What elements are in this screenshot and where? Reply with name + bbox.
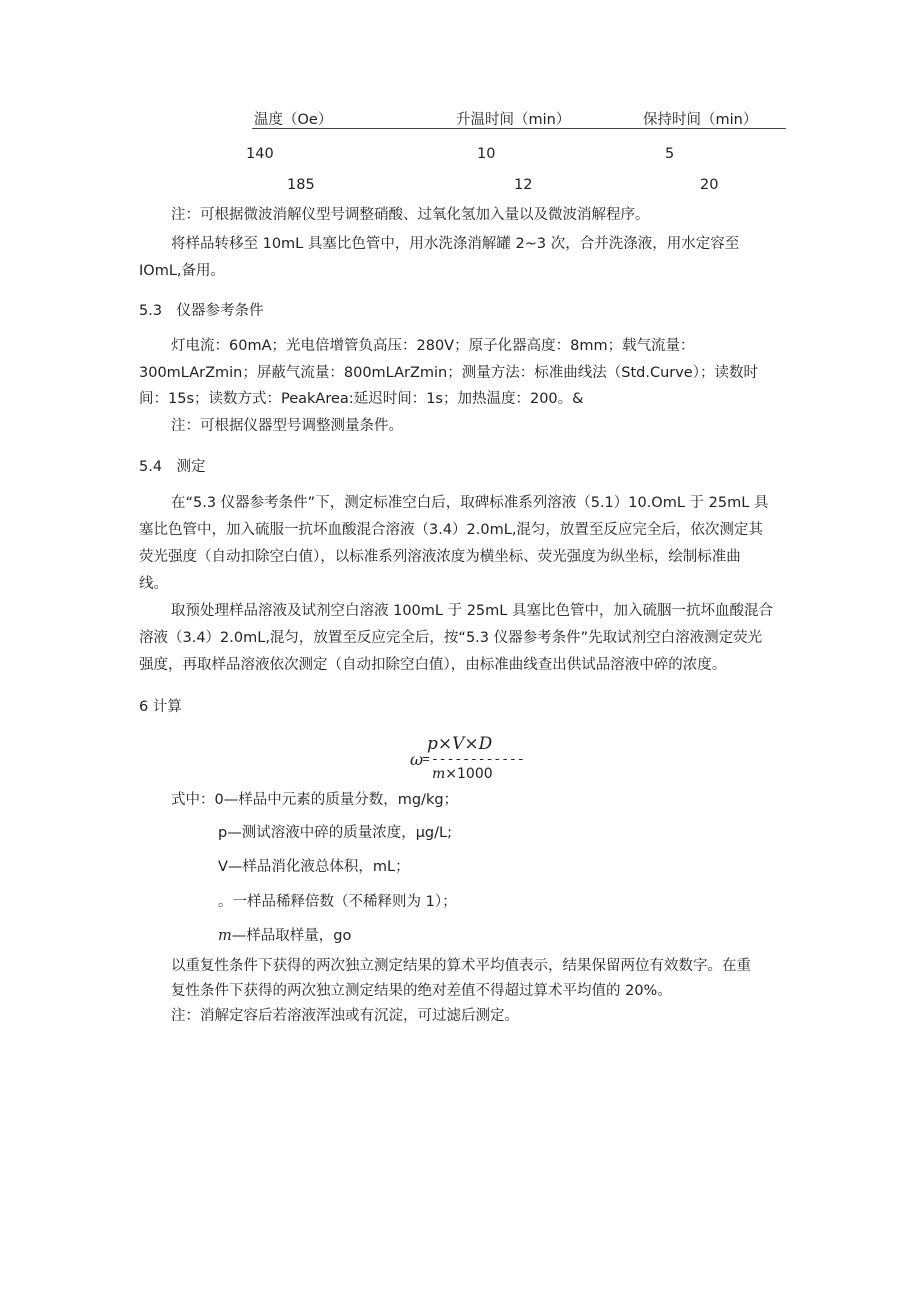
transfer-line-2: IOmL,备用。 (139, 263, 226, 279)
section-5-3-line-1: 灯电流：60mA；光电倍增管负高压：280V；原子化器高度：8mm；载气流量： (171, 338, 695, 354)
section-5-4-p1-line-1: 在“5.3 仪器参考条件”下，测定标准空白后，取碑标准系列溶液（5.1）10.OmL 于 25mL 具 (171, 495, 769, 511)
section-5-4-p2-line-1: 取预处理样品溶液及试剂空白溶液 100mL 于 25mL 具塞比色管中，加入硫胭一抗坏血酸混合 (171, 603, 773, 619)
table-cell: 10 (477, 146, 496, 162)
table-header-rule (252, 128, 786, 129)
result-line-1: 以重复性条件下获得的两次独立测定结果的算术平均值表示，结果保留两位有效数字。在重 (171, 958, 751, 974)
table-cell: 140 (246, 146, 274, 162)
formula-denominator-var: m (432, 766, 446, 782)
section-5-4-p2-line-2: 溶液（3.4）2.0mL,混匀，放置至反应完全后，按“5.3 仪器参考条件”先取试剂空白溶液测定荧光 (139, 630, 763, 646)
table-cell: 185 (287, 177, 315, 193)
section-5-3-heading: 5.3 仪器参考条件 (139, 303, 264, 319)
result-line-2: 复性条件下获得的两次独立测定结果的绝对差值不得超过算术平均值的 20%。 (171, 983, 672, 999)
table-header-hold-time: 保持时间（min） (643, 112, 758, 128)
table-header-temperature: 温度（Oe） (254, 112, 333, 128)
section-5-4-p1-line-2: 塞比色管中，加入硫服一抗坏血酸混合溶液（3.4）2.0mL,混匀，放置至反应完全后，依次测定其 (139, 522, 763, 538)
section-5-3-line-3: 间：15s；读数方式：PeakArea:延迟时间：1s；加热温度：200。& (139, 391, 584, 407)
section-5-3-note: 注：可根据仪器型号调整测量条件。 (171, 418, 403, 434)
formula-numerator: p×V×D (427, 734, 493, 754)
section-5-4-p2-line-3: 强度，再取样品溶液依次测定（自动扣除空白值），由标准曲线查出供试品溶液中碎的浓度。 (139, 657, 727, 673)
table-cell: 12 (514, 177, 533, 193)
section-5-4-p1-line-3: 荧光强度（自动扣除空白值），以标准系列溶液浓度为横坐标、荧光强度为纵坐标，绘制标准曲 (139, 549, 741, 565)
section-5-3-line-2: 300mLArZmin；屏蔽气流量：800mLArZmin；测量方法：标准曲线法（Std.Curve）；读数时 (139, 365, 758, 381)
def-d: 。一样品稀释倍数（不稀释则为 1）； (218, 894, 457, 910)
def-m (218, 924, 351, 945)
table-cell: 20 (700, 177, 719, 193)
formula-fraction-bar: ------------ (431, 752, 525, 767)
section-6-heading: 6 计算 (139, 699, 182, 715)
transfer-line-1: 将样品转移至 10mL 具塞比色管中，用水洗涤消解罐 2~3 次，合并洗涤液，用水定容至 (171, 236, 740, 252)
section-5-4-heading: 5.4 测定 (139, 459, 206, 475)
def-p: p—测试溶液中碎的质量浓度，μg∕L; (218, 825, 452, 841)
table-cell: 5 (665, 146, 675, 162)
def-v: V—样品消化液总体积，mL； (218, 859, 410, 875)
formula-where: 式中：0—样品中元素的质量分数，mg/kg； (171, 792, 459, 808)
section-5-4-p1-line-4: 线。 (139, 576, 168, 592)
formula-denominator (432, 766, 493, 782)
formula-omega: ω (410, 750, 424, 769)
formula (410, 734, 525, 784)
formula-denominator-rest: ×1000 (445, 766, 493, 782)
table-header-ramp-time: 升温时间（min） (456, 112, 571, 128)
section-6-note: 注：消解定容后若溶液浑浊或有沉淀，可过滤后测定。 (171, 1008, 519, 1024)
formula-equals: = (422, 752, 430, 767)
note-microwave: 注：可根据微波消解仪型号调整硝酸、过氧化氢加入量以及微波消解程序。 (171, 207, 650, 223)
def-m-rest: —样品取样量，go (231, 928, 352, 944)
def-m-var: m (218, 928, 232, 944)
